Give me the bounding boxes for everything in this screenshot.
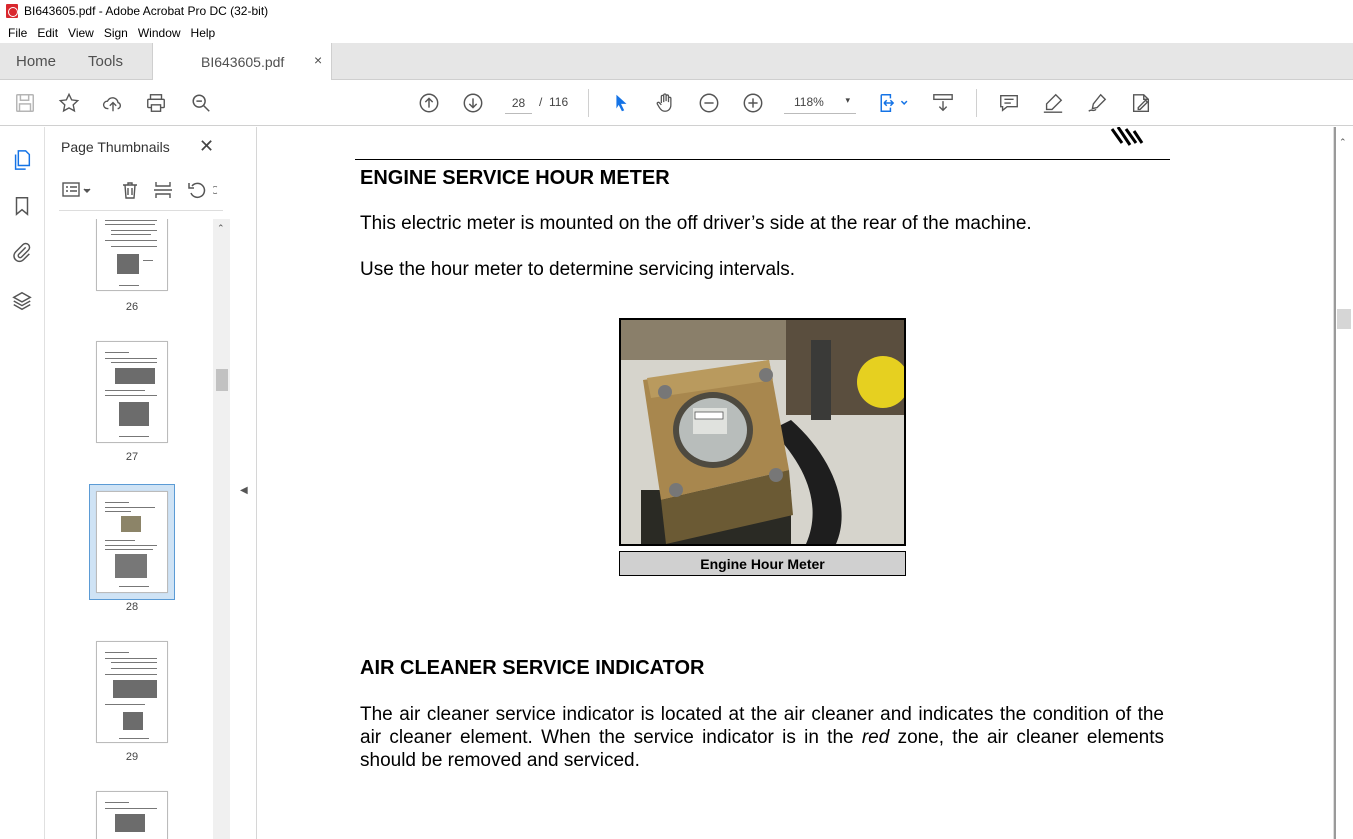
tab-tools[interactable]: Tools [88,53,124,70]
delete-page-icon[interactable] [119,179,141,201]
thumbnail-label: 27 [125,451,139,463]
hand-icon[interactable] [653,91,677,115]
tab-home[interactable]: Home [16,53,57,70]
fit-page-icon[interactable] [876,91,914,115]
save-icon[interactable] [13,91,37,115]
select-cursor-icon[interactable] [609,91,633,115]
body-paragraph [360,703,1164,772]
thumbnail-label: 26 [125,301,139,313]
panel-title: Page Thumbnails [61,139,170,155]
zoom-search-icon[interactable] [189,91,213,115]
section-heading: ENGINE SERVICE HOUR METER [360,167,670,189]
header-rule [355,159,1170,160]
page-number-input[interactable] [505,92,532,114]
chevron-down-icon: ▾ [845,95,850,105]
scrollbar-track-edge [1334,127,1336,839]
section-heading: AIR CLEANER SERVICE INDICATOR [360,657,705,679]
zoom-dropdown[interactable] [784,92,856,114]
title-bar [0,0,1353,22]
toolbar-divider [976,89,977,117]
menu-file[interactable]: File [8,25,28,40]
extract-page-icon[interactable] [152,179,174,201]
scrollbar-thumb[interactable] [1337,309,1351,329]
zoom-out-icon[interactable] [697,91,721,115]
menu-edit[interactable]: Edit [37,25,59,40]
paragraph-text: The air cleaner service indicator is located at the air cleaner and indicates the condition of the air cleaner element. When the service indicator is in the [360,704,1164,748]
upload-icon[interactable] [101,91,125,115]
thumbnail-label: 29 [125,751,139,763]
print-icon[interactable] [144,91,168,115]
layers-icon[interactable] [10,289,34,313]
hour-meter-photo [619,318,906,546]
menu-view[interactable]: View [68,25,94,40]
edit-pdf-icon[interactable] [1129,91,1153,115]
thumbnail-page-30[interactable] [96,791,168,839]
paragraph-text: zone, the air cleaner elements should be removed and serviced. [360,727,1165,771]
main-toolbar [0,80,1353,126]
document-view [258,127,1333,839]
more-tools-icon[interactable] [213,179,223,201]
left-rail [0,127,45,839]
comment-icon[interactable] [997,91,1021,115]
next-page-icon[interactable] [461,91,485,115]
options-menu-icon[interactable] [61,179,95,201]
tab-document[interactable] [152,43,332,80]
highlight-icon[interactable] [1041,91,1065,115]
panel-close-button[interactable]: ✕ [199,136,215,156]
menu-window[interactable]: Window [137,25,181,40]
tab-close-button[interactable]: × [314,52,323,68]
zoom-value: 118% [794,95,824,109]
page-thumbnails-panel [45,127,231,839]
panel-collapse-handle[interactable] [231,127,257,839]
menu-help[interactable]: Help [190,25,216,40]
thumbnail-page-28[interactable] [96,491,168,593]
emphasis-text: red [861,727,890,748]
chevron-left-icon[interactable]: ◀ [240,485,248,496]
photo-caption: Engine Hour Meter [619,551,906,576]
document-scrollbar[interactable] [1333,127,1353,839]
thumbnail-page-27[interactable] [96,341,168,443]
bookmark-star-icon[interactable] [57,91,81,115]
thumbnail-toolbar [59,171,223,211]
page-separator: / [539,95,543,109]
menu-bar [0,22,1353,43]
thumbnail-list [45,219,217,839]
scroll-up-icon[interactable]: ⌃ [217,223,225,233]
tab-bar [0,43,1353,80]
thumbnail-page-29[interactable] [96,641,168,743]
scrollbar-thumb[interactable] [216,369,228,391]
acrobat-pdf-icon [6,4,18,18]
body-text: This electric meter is mounted on the off driver’s side at the rear of the machine. [360,213,1032,234]
menu-sign[interactable]: Sign [103,25,128,40]
zoom-in-icon[interactable] [741,91,765,115]
rotate-page-icon[interactable] [186,179,208,201]
body-text: Use the hour meter to determine servicing intervals. [360,259,796,280]
tab-document-label: BI643605.pdf [201,54,285,70]
page-total: 116 [549,95,569,109]
company-logo [1108,127,1170,153]
sign-icon[interactable] [1085,91,1109,115]
thumbnail-scrollbar[interactable] [213,219,230,839]
bookmarks-icon[interactable] [10,194,34,218]
attachments-icon[interactable] [10,240,34,264]
scroll-mode-icon[interactable] [931,91,955,115]
prev-page-icon[interactable] [417,91,441,115]
window-title: BI643605.pdf - Adobe Acrobat Pro DC (32-bit) [24,4,269,18]
thumbnail-label: 28 [125,601,139,613]
page-thumbnails-icon[interactable] [10,148,34,172]
thumbnail-page-26[interactable] [96,219,168,291]
toolbar-divider [588,89,589,117]
scroll-up-icon[interactable]: ⌃ [1339,137,1347,147]
